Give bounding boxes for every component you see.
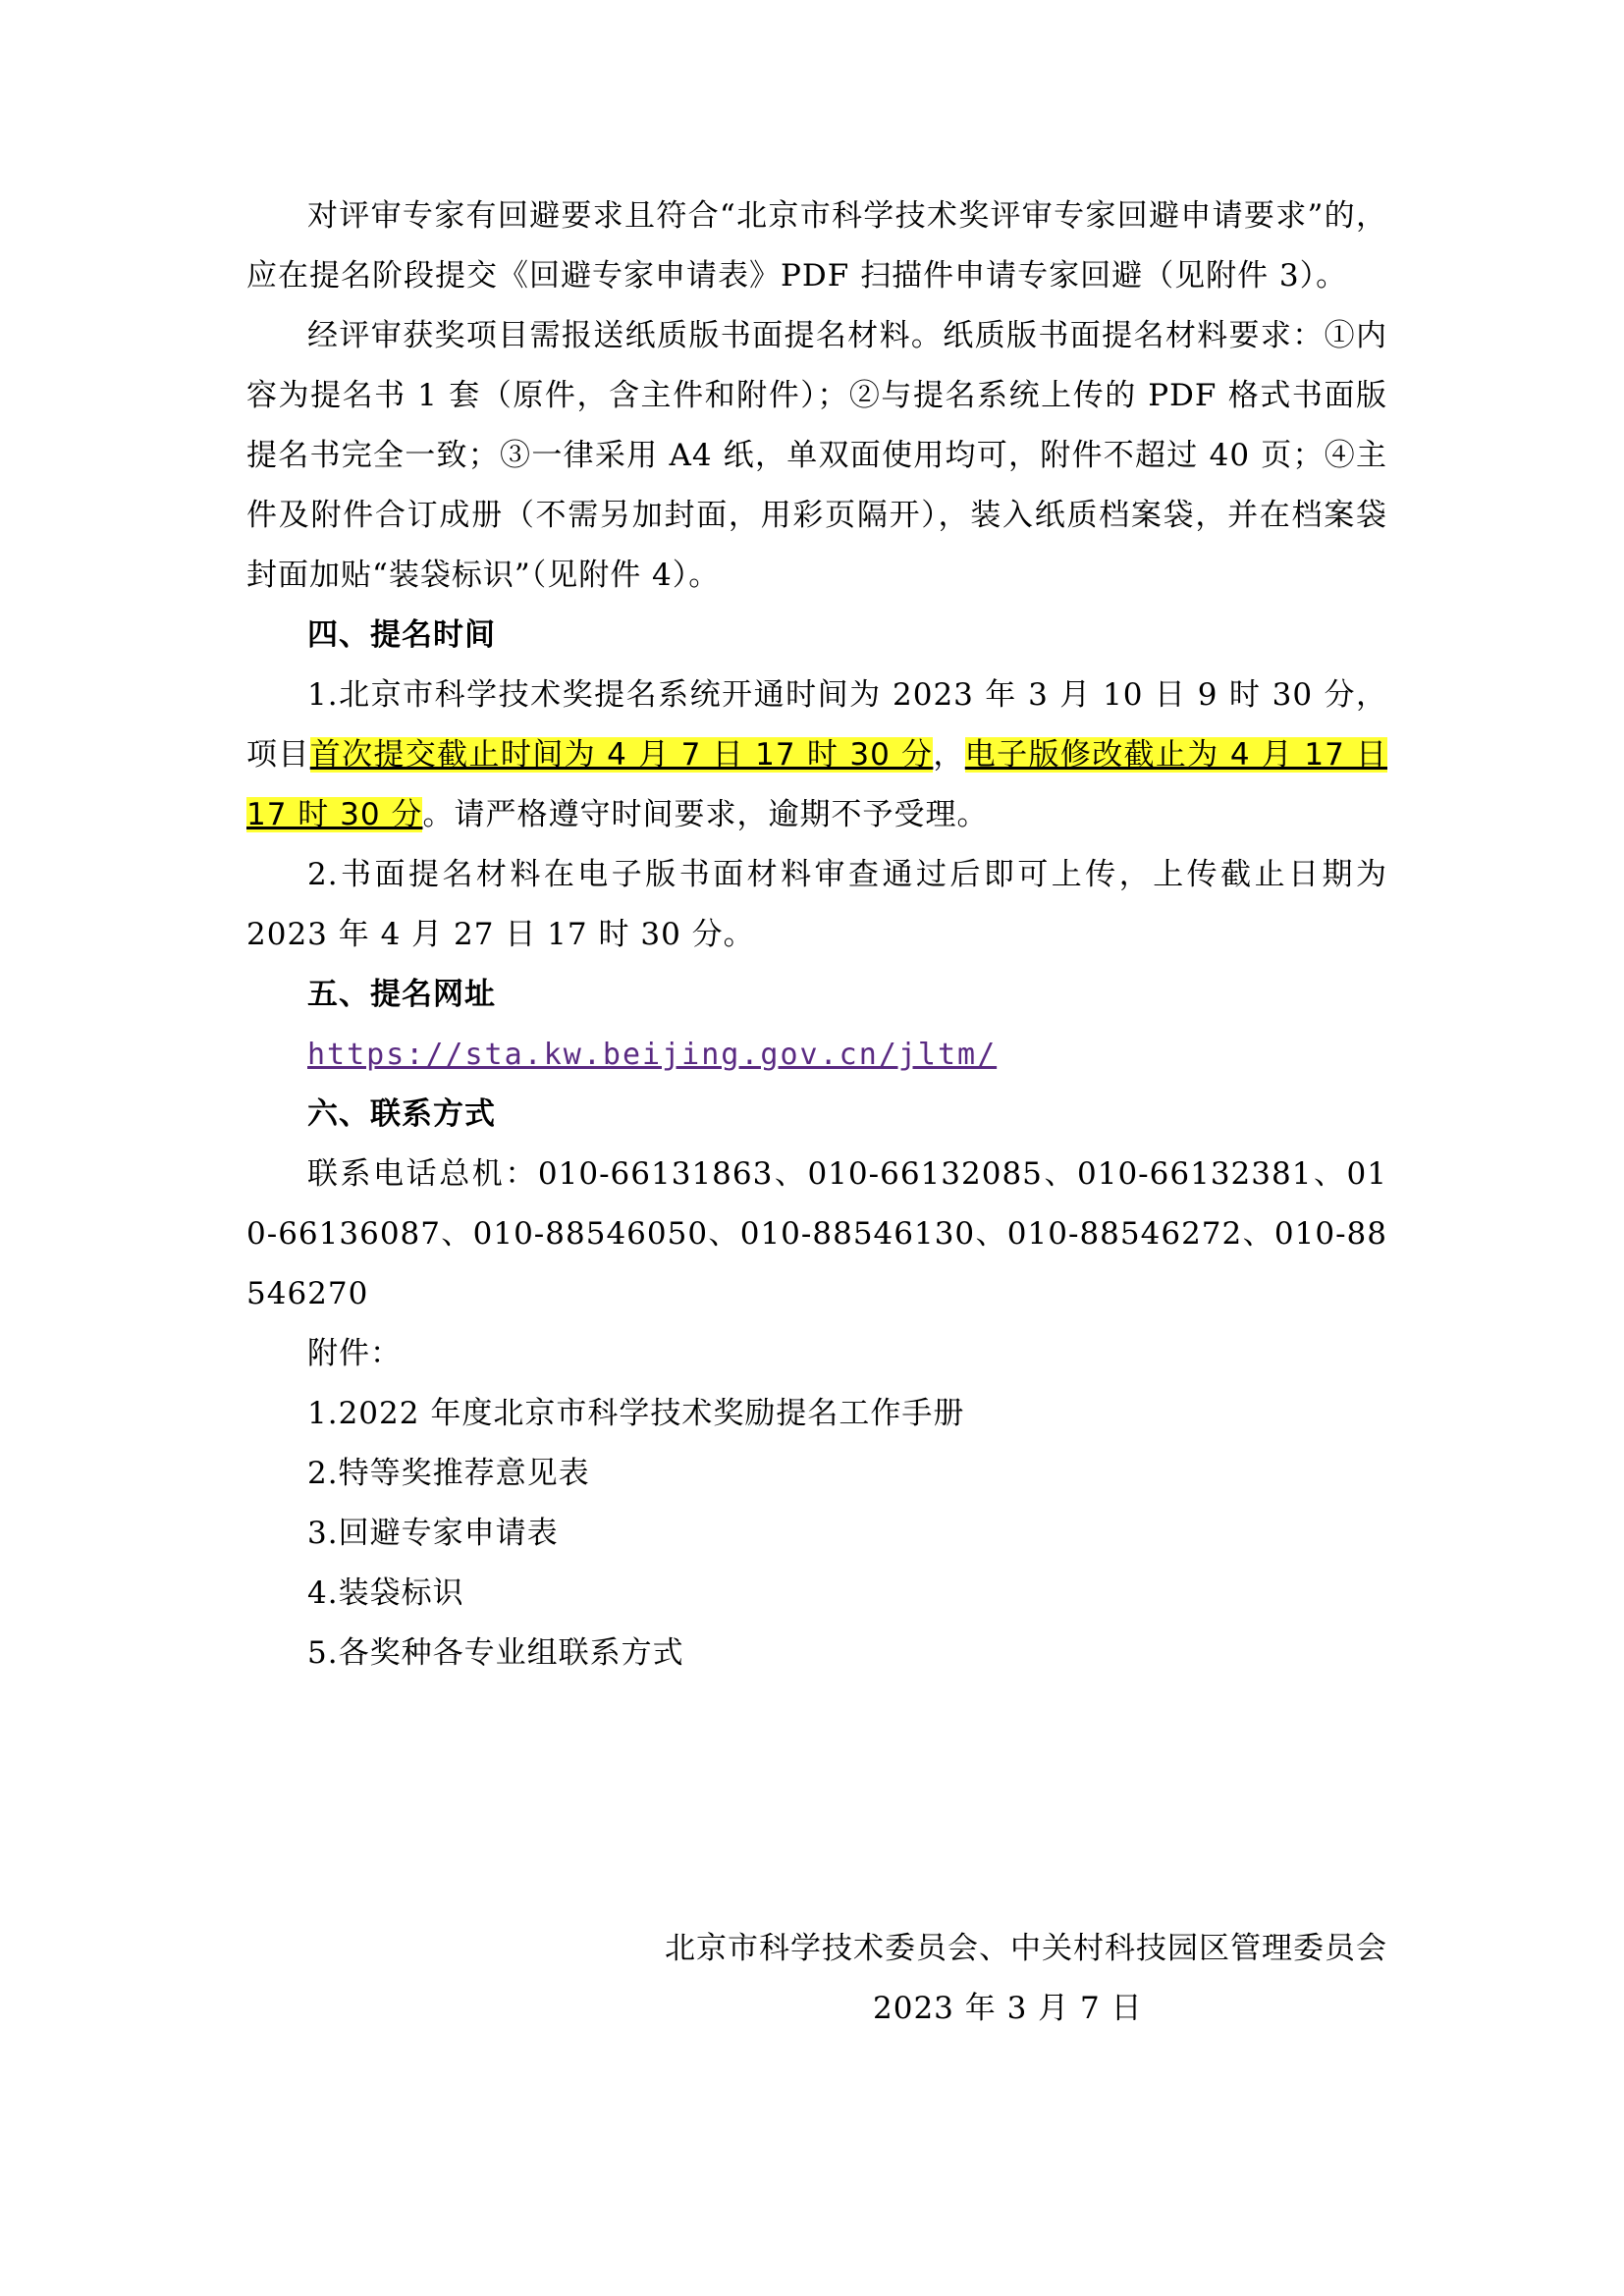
nomination-time-item-2: 2.书面提名材料在电子版书面材料审查通过后即可上传，上传截止日期为 2023 年 4 月 27 日 17 时 30 分。 [246, 857, 1387, 952]
time-item-1-notice: 。请严格遵守时间要求，逾期不予受理。 [422, 797, 989, 832]
attachment-item: 5.各奖种各专业组联系方式 [307, 1635, 684, 1671]
nomination-url-line [246, 1025, 1387, 1085]
highlight-first-submission-deadline: 首次提交截止时间为 4 月 7 日 17 时 30 分 [309, 737, 934, 773]
nomination-url-link[interactable]: https://sta.kw.beijing.gov.cn/jltm/ [307, 1038, 998, 1072]
attachment-item: 2.特等奖推荐意见表 [307, 1456, 590, 1491]
attachment-item: 3.回避专家申请表 [307, 1516, 559, 1551]
attachment-item: 1.2022 年度北京市科学技术奖励提名工作手册 [307, 1396, 965, 1431]
document-body [246, 187, 1387, 1683]
signature-block [246, 1919, 1387, 2039]
attachment-item: 4.装袋标识 [307, 1575, 464, 1611]
paragraph-paper-materials: 经评审获奖项目需报送纸质版书面提名材料。纸质版书面提名材料要求：①内容为提名书 1 套（原件，含主件和附件）；②与提名系统上传的 PDF 格式书面版提名书完全一致；③一律采用 A4 纸，单双面使用均可，附件不超过 40 页；④主件及附件合订成册（不需另加封面，用彩页隔开），装入纸质档案袋，并在档案袋封面加贴“装袋标识”（见附件 4）。 [246, 318, 1387, 593]
time-item-1-separator: ， [933, 737, 965, 773]
signature-organization: 北京市科学技术委员会、中关村科技园区管理委员会 [665, 1931, 1387, 1966]
contact-phones: 联系电话总机：010-66131863、010-66132085、010-66132381、010-66136087、010-88546050、010-88546130、010-88546272、010-88546270 [246, 1156, 1387, 1311]
attachments-label: 附件： [307, 1336, 402, 1371]
paragraph-expert-avoidance: 对评审专家有回避要求且符合“北京市科学技术奖评审专家回避申请要求”的，应在提名阶段提交《回避专家申请表》PDF 扫描件申请专家回避（见附件 3）。 [246, 198, 1387, 294]
section-heading-contact: 六、联系方式 [307, 1096, 496, 1132]
highlight-electronic-edit-deadline: 电子版修改截止为 4 月 17 日 17 时 30 分 [246, 737, 1387, 832]
section-heading-nomination-time: 四、提名时间 [307, 617, 496, 653]
time-item-1-text: 1.北京市科学技术奖提名系统开通时间为 2023 年 3 月 10 日 9 时 30 分，项目 [246, 677, 1387, 773]
section-heading-nomination-url: 五、提名网址 [307, 977, 496, 1012]
nomination-time-item-1 [246, 666, 1387, 845]
signature-date: 2023 年 3 月 7 日 [873, 1991, 1143, 2026]
